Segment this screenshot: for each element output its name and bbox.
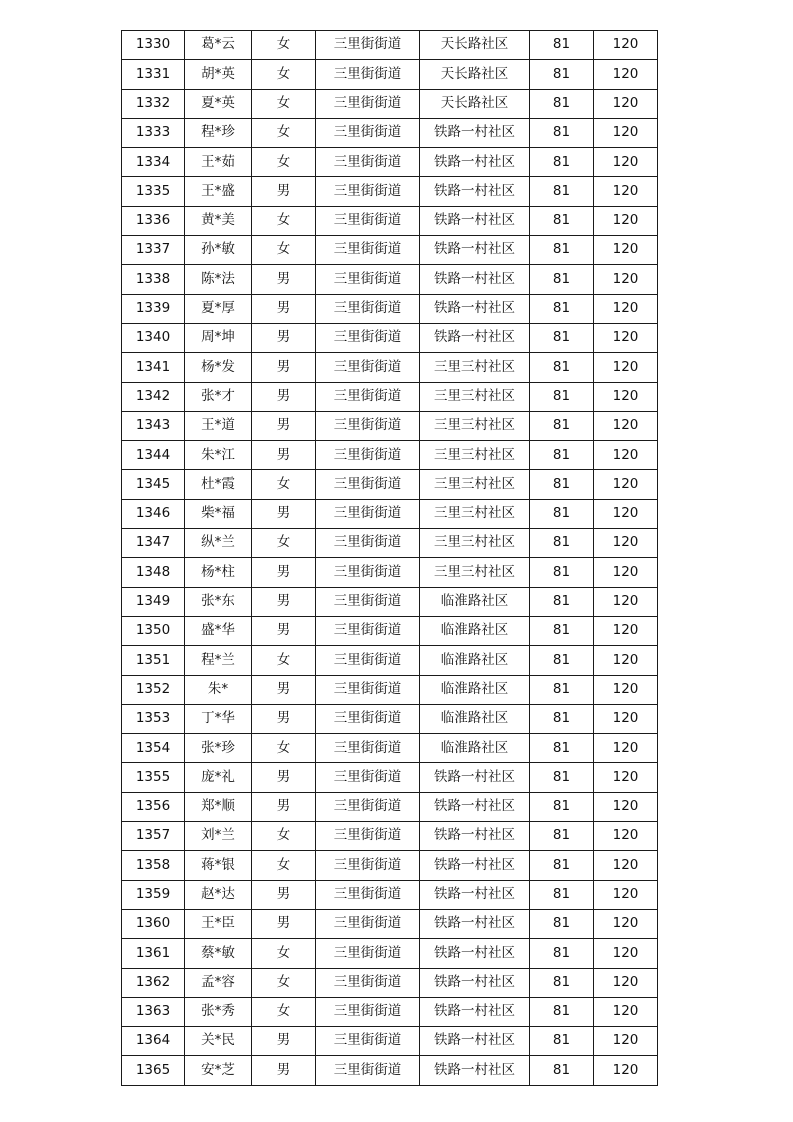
name-cell: 杨*发	[185, 353, 252, 382]
amount-cell: 120	[594, 236, 658, 265]
gender-cell: 女	[252, 968, 316, 997]
age-cell: 81	[530, 118, 594, 147]
street-cell: 三里街街道	[316, 529, 420, 558]
amount-cell: 120	[594, 206, 658, 235]
street-cell: 三里街街道	[316, 968, 420, 997]
name-cell: 王*道	[185, 411, 252, 440]
table-row	[122, 1056, 658, 1085]
amount-cell: 120	[594, 470, 658, 499]
street-cell: 三里街街道	[316, 353, 420, 382]
row-id-cell: 1330	[122, 31, 185, 60]
table-row	[122, 60, 658, 89]
name-cell: 丁*华	[185, 704, 252, 733]
table-row	[122, 909, 658, 938]
community-cell: 三里三村社区	[420, 382, 530, 411]
row-id-cell: 1356	[122, 792, 185, 821]
age-cell: 81	[530, 558, 594, 587]
row-id-cell: 1333	[122, 118, 185, 147]
gender-cell: 男	[252, 1027, 316, 1056]
table-row	[122, 616, 658, 645]
name-cell: 程*珍	[185, 118, 252, 147]
amount-cell: 120	[594, 675, 658, 704]
age-cell: 81	[530, 323, 594, 352]
table-row	[122, 148, 658, 177]
name-cell: 黄*美	[185, 206, 252, 235]
gender-cell: 女	[252, 997, 316, 1026]
street-cell: 三里街街道	[316, 587, 420, 616]
table-row	[122, 822, 658, 851]
name-cell: 柴*福	[185, 499, 252, 528]
gender-cell: 男	[252, 353, 316, 382]
row-id-cell: 1342	[122, 382, 185, 411]
row-id-cell: 1338	[122, 265, 185, 294]
gender-cell: 女	[252, 31, 316, 60]
gender-cell: 女	[252, 206, 316, 235]
community-cell: 铁路一村社区	[420, 822, 530, 851]
age-cell: 81	[530, 880, 594, 909]
name-cell: 朱*	[185, 675, 252, 704]
table-row	[122, 236, 658, 265]
roster-table-body	[122, 31, 658, 1086]
amount-cell: 120	[594, 880, 658, 909]
age-cell: 81	[530, 353, 594, 382]
age-cell: 81	[530, 206, 594, 235]
age-cell: 81	[530, 31, 594, 60]
amount-cell: 120	[594, 734, 658, 763]
street-cell: 三里街街道	[316, 763, 420, 792]
row-id-cell: 1335	[122, 177, 185, 206]
gender-cell: 女	[252, 529, 316, 558]
row-id-cell: 1332	[122, 89, 185, 118]
name-cell: 胡*英	[185, 60, 252, 89]
name-cell: 关*民	[185, 1027, 252, 1056]
row-id-cell: 1352	[122, 675, 185, 704]
gender-cell: 女	[252, 851, 316, 880]
street-cell: 三里街街道	[316, 441, 420, 470]
street-cell: 三里街街道	[316, 646, 420, 675]
row-id-cell: 1350	[122, 616, 185, 645]
community-cell: 铁路一村社区	[420, 1027, 530, 1056]
street-cell: 三里街街道	[316, 704, 420, 733]
gender-cell: 男	[252, 323, 316, 352]
street-cell: 三里街街道	[316, 382, 420, 411]
gender-cell: 女	[252, 89, 316, 118]
street-cell: 三里街街道	[316, 236, 420, 265]
name-cell: 孟*容	[185, 968, 252, 997]
amount-cell: 120	[594, 1056, 658, 1085]
table-row	[122, 353, 658, 382]
street-cell: 三里街街道	[316, 470, 420, 499]
age-cell: 81	[530, 89, 594, 118]
community-cell: 铁路一村社区	[420, 968, 530, 997]
age-cell: 81	[530, 675, 594, 704]
name-cell: 郑*顺	[185, 792, 252, 821]
age-cell: 81	[530, 997, 594, 1026]
community-cell: 铁路一村社区	[420, 265, 530, 294]
community-cell: 铁路一村社区	[420, 939, 530, 968]
age-cell: 81	[530, 1027, 594, 1056]
row-id-cell: 1344	[122, 441, 185, 470]
gender-cell: 男	[252, 177, 316, 206]
amount-cell: 120	[594, 411, 658, 440]
table-row	[122, 997, 658, 1026]
street-cell: 三里街街道	[316, 177, 420, 206]
community-cell: 铁路一村社区	[420, 997, 530, 1026]
name-cell: 陈*法	[185, 265, 252, 294]
name-cell: 夏*厚	[185, 294, 252, 323]
amount-cell: 120	[594, 118, 658, 147]
street-cell: 三里街街道	[316, 558, 420, 587]
community-cell: 铁路一村社区	[420, 851, 530, 880]
name-cell: 张*秀	[185, 997, 252, 1026]
community-cell: 铁路一村社区	[420, 880, 530, 909]
community-cell: 三里三村社区	[420, 529, 530, 558]
age-cell: 81	[530, 470, 594, 499]
table-row	[122, 734, 658, 763]
community-cell: 临淮路社区	[420, 704, 530, 733]
age-cell: 81	[530, 851, 594, 880]
age-cell: 81	[530, 587, 594, 616]
community-cell: 天长路社区	[420, 89, 530, 118]
street-cell: 三里街街道	[316, 997, 420, 1026]
name-cell: 张*才	[185, 382, 252, 411]
age-cell: 81	[530, 236, 594, 265]
street-cell: 三里街街道	[316, 616, 420, 645]
amount-cell: 120	[594, 968, 658, 997]
amount-cell: 120	[594, 587, 658, 616]
gender-cell: 男	[252, 411, 316, 440]
row-id-cell: 1339	[122, 294, 185, 323]
name-cell: 庞*礼	[185, 763, 252, 792]
age-cell: 81	[530, 529, 594, 558]
row-id-cell: 1357	[122, 822, 185, 851]
street-cell: 三里街街道	[316, 411, 420, 440]
amount-cell: 120	[594, 177, 658, 206]
amount-cell: 120	[594, 529, 658, 558]
amount-cell: 120	[594, 60, 658, 89]
row-id-cell: 1341	[122, 353, 185, 382]
age-cell: 81	[530, 939, 594, 968]
community-cell: 临淮路社区	[420, 616, 530, 645]
table-row	[122, 499, 658, 528]
table-row	[122, 411, 658, 440]
table-row	[122, 968, 658, 997]
table-row	[122, 470, 658, 499]
street-cell: 三里街街道	[316, 734, 420, 763]
name-cell: 王*茹	[185, 148, 252, 177]
amount-cell: 120	[594, 441, 658, 470]
row-id-cell: 1334	[122, 148, 185, 177]
community-cell: 三里三村社区	[420, 411, 530, 440]
community-cell: 铁路一村社区	[420, 909, 530, 938]
row-id-cell: 1359	[122, 880, 185, 909]
community-cell: 铁路一村社区	[420, 118, 530, 147]
table-row	[122, 118, 658, 147]
name-cell: 王*盛	[185, 177, 252, 206]
table-row	[122, 939, 658, 968]
age-cell: 81	[530, 968, 594, 997]
table-row	[122, 323, 658, 352]
amount-cell: 120	[594, 89, 658, 118]
street-cell: 三里街街道	[316, 792, 420, 821]
community-cell: 铁路一村社区	[420, 177, 530, 206]
row-id-cell: 1348	[122, 558, 185, 587]
age-cell: 81	[530, 294, 594, 323]
street-cell: 三里街街道	[316, 206, 420, 235]
table-row	[122, 382, 658, 411]
gender-cell: 男	[252, 265, 316, 294]
name-cell: 张*东	[185, 587, 252, 616]
name-cell: 杨*柱	[185, 558, 252, 587]
gender-cell: 女	[252, 646, 316, 675]
amount-cell: 120	[594, 148, 658, 177]
row-id-cell: 1336	[122, 206, 185, 235]
gender-cell: 女	[252, 734, 316, 763]
community-cell: 铁路一村社区	[420, 763, 530, 792]
gender-cell: 女	[252, 470, 316, 499]
age-cell: 81	[530, 60, 594, 89]
community-cell: 三里三村社区	[420, 470, 530, 499]
age-cell: 81	[530, 646, 594, 675]
name-cell: 张*珍	[185, 734, 252, 763]
community-cell: 临淮路社区	[420, 646, 530, 675]
street-cell: 三里街街道	[316, 909, 420, 938]
amount-cell: 120	[594, 294, 658, 323]
amount-cell: 120	[594, 353, 658, 382]
street-cell: 三里街街道	[316, 265, 420, 294]
name-cell: 刘*兰	[185, 822, 252, 851]
row-id-cell: 1351	[122, 646, 185, 675]
amount-cell: 120	[594, 851, 658, 880]
street-cell: 三里街街道	[316, 1056, 420, 1085]
age-cell: 81	[530, 265, 594, 294]
street-cell: 三里街街道	[316, 939, 420, 968]
gender-cell: 女	[252, 118, 316, 147]
table-row	[122, 265, 658, 294]
street-cell: 三里街街道	[316, 851, 420, 880]
community-cell: 铁路一村社区	[420, 294, 530, 323]
amount-cell: 120	[594, 31, 658, 60]
amount-cell: 120	[594, 382, 658, 411]
gender-cell: 男	[252, 704, 316, 733]
row-id-cell: 1361	[122, 939, 185, 968]
street-cell: 三里街街道	[316, 148, 420, 177]
name-cell: 蔡*敏	[185, 939, 252, 968]
street-cell: 三里街街道	[316, 323, 420, 352]
table-row	[122, 177, 658, 206]
community-cell: 铁路一村社区	[420, 148, 530, 177]
community-cell: 铁路一村社区	[420, 1056, 530, 1085]
street-cell: 三里街街道	[316, 675, 420, 704]
name-cell: 周*坤	[185, 323, 252, 352]
gender-cell: 男	[252, 587, 316, 616]
gender-cell: 男	[252, 792, 316, 821]
gender-cell: 女	[252, 939, 316, 968]
street-cell: 三里街街道	[316, 89, 420, 118]
community-cell: 三里三村社区	[420, 499, 530, 528]
row-id-cell: 1337	[122, 236, 185, 265]
amount-cell: 120	[594, 792, 658, 821]
street-cell: 三里街街道	[316, 499, 420, 528]
amount-cell: 120	[594, 265, 658, 294]
row-id-cell: 1340	[122, 323, 185, 352]
amount-cell: 120	[594, 646, 658, 675]
gender-cell: 男	[252, 294, 316, 323]
community-cell: 天长路社区	[420, 31, 530, 60]
age-cell: 81	[530, 441, 594, 470]
age-cell: 81	[530, 616, 594, 645]
street-cell: 三里街街道	[316, 31, 420, 60]
table-row	[122, 646, 658, 675]
table-row	[122, 763, 658, 792]
age-cell: 81	[530, 411, 594, 440]
gender-cell: 女	[252, 822, 316, 851]
gender-cell: 男	[252, 675, 316, 704]
age-cell: 81	[530, 822, 594, 851]
row-id-cell: 1355	[122, 763, 185, 792]
gender-cell: 男	[252, 558, 316, 587]
name-cell: 安*芝	[185, 1056, 252, 1085]
community-cell: 三里三村社区	[420, 353, 530, 382]
table-row	[122, 89, 658, 118]
name-cell: 葛*云	[185, 31, 252, 60]
row-id-cell: 1364	[122, 1027, 185, 1056]
table-row	[122, 792, 658, 821]
age-cell: 81	[530, 177, 594, 206]
gender-cell: 女	[252, 148, 316, 177]
row-id-cell: 1331	[122, 60, 185, 89]
name-cell: 程*兰	[185, 646, 252, 675]
table-row	[122, 206, 658, 235]
age-cell: 81	[530, 382, 594, 411]
community-cell: 铁路一村社区	[420, 792, 530, 821]
table-row	[122, 587, 658, 616]
name-cell: 蒋*银	[185, 851, 252, 880]
street-cell: 三里街街道	[316, 1027, 420, 1056]
amount-cell: 120	[594, 822, 658, 851]
age-cell: 81	[530, 704, 594, 733]
table-row	[122, 704, 658, 733]
gender-cell: 男	[252, 880, 316, 909]
gender-cell: 女	[252, 60, 316, 89]
table-row	[122, 1027, 658, 1056]
amount-cell: 120	[594, 558, 658, 587]
name-cell: 孙*敏	[185, 236, 252, 265]
amount-cell: 120	[594, 499, 658, 528]
street-cell: 三里街街道	[316, 118, 420, 147]
row-id-cell: 1362	[122, 968, 185, 997]
gender-cell: 男	[252, 382, 316, 411]
row-id-cell: 1346	[122, 499, 185, 528]
amount-cell: 120	[594, 704, 658, 733]
gender-cell: 男	[252, 1056, 316, 1085]
table-row	[122, 675, 658, 704]
gender-cell: 男	[252, 763, 316, 792]
gender-cell: 男	[252, 441, 316, 470]
amount-cell: 120	[594, 1027, 658, 1056]
row-id-cell: 1343	[122, 411, 185, 440]
gender-cell: 男	[252, 616, 316, 645]
age-cell: 81	[530, 792, 594, 821]
amount-cell: 120	[594, 763, 658, 792]
name-cell: 盛*华	[185, 616, 252, 645]
street-cell: 三里街街道	[316, 60, 420, 89]
street-cell: 三里街街道	[316, 880, 420, 909]
row-id-cell: 1353	[122, 704, 185, 733]
table-row	[122, 31, 658, 60]
amount-cell: 120	[594, 909, 658, 938]
gender-cell: 女	[252, 236, 316, 265]
roster-table	[121, 30, 658, 1086]
table-row	[122, 294, 658, 323]
row-id-cell: 1365	[122, 1056, 185, 1085]
row-id-cell: 1358	[122, 851, 185, 880]
row-id-cell: 1354	[122, 734, 185, 763]
age-cell: 81	[530, 909, 594, 938]
table-row	[122, 558, 658, 587]
row-id-cell: 1349	[122, 587, 185, 616]
row-id-cell: 1360	[122, 909, 185, 938]
gender-cell: 男	[252, 499, 316, 528]
age-cell: 81	[530, 499, 594, 528]
name-cell: 王*臣	[185, 909, 252, 938]
table-row	[122, 851, 658, 880]
table-row	[122, 529, 658, 558]
age-cell: 81	[530, 148, 594, 177]
gender-cell: 男	[252, 909, 316, 938]
community-cell: 三里三村社区	[420, 558, 530, 587]
community-cell: 临淮路社区	[420, 734, 530, 763]
age-cell: 81	[530, 1056, 594, 1085]
name-cell: 纵*兰	[185, 529, 252, 558]
name-cell: 杜*霞	[185, 470, 252, 499]
amount-cell: 120	[594, 616, 658, 645]
name-cell: 夏*英	[185, 89, 252, 118]
amount-cell: 120	[594, 323, 658, 352]
name-cell: 赵*达	[185, 880, 252, 909]
table-row	[122, 441, 658, 470]
community-cell: 三里三村社区	[420, 441, 530, 470]
community-cell: 铁路一村社区	[420, 323, 530, 352]
row-id-cell: 1363	[122, 997, 185, 1026]
community-cell: 临淮路社区	[420, 675, 530, 704]
community-cell: 临淮路社区	[420, 587, 530, 616]
community-cell: 铁路一村社区	[420, 236, 530, 265]
street-cell: 三里街街道	[316, 294, 420, 323]
row-id-cell: 1347	[122, 529, 185, 558]
age-cell: 81	[530, 763, 594, 792]
table-row	[122, 880, 658, 909]
name-cell: 朱*江	[185, 441, 252, 470]
amount-cell: 120	[594, 939, 658, 968]
community-cell: 天长路社区	[420, 60, 530, 89]
street-cell: 三里街街道	[316, 822, 420, 851]
row-id-cell: 1345	[122, 470, 185, 499]
amount-cell: 120	[594, 997, 658, 1026]
age-cell: 81	[530, 734, 594, 763]
community-cell: 铁路一村社区	[420, 206, 530, 235]
